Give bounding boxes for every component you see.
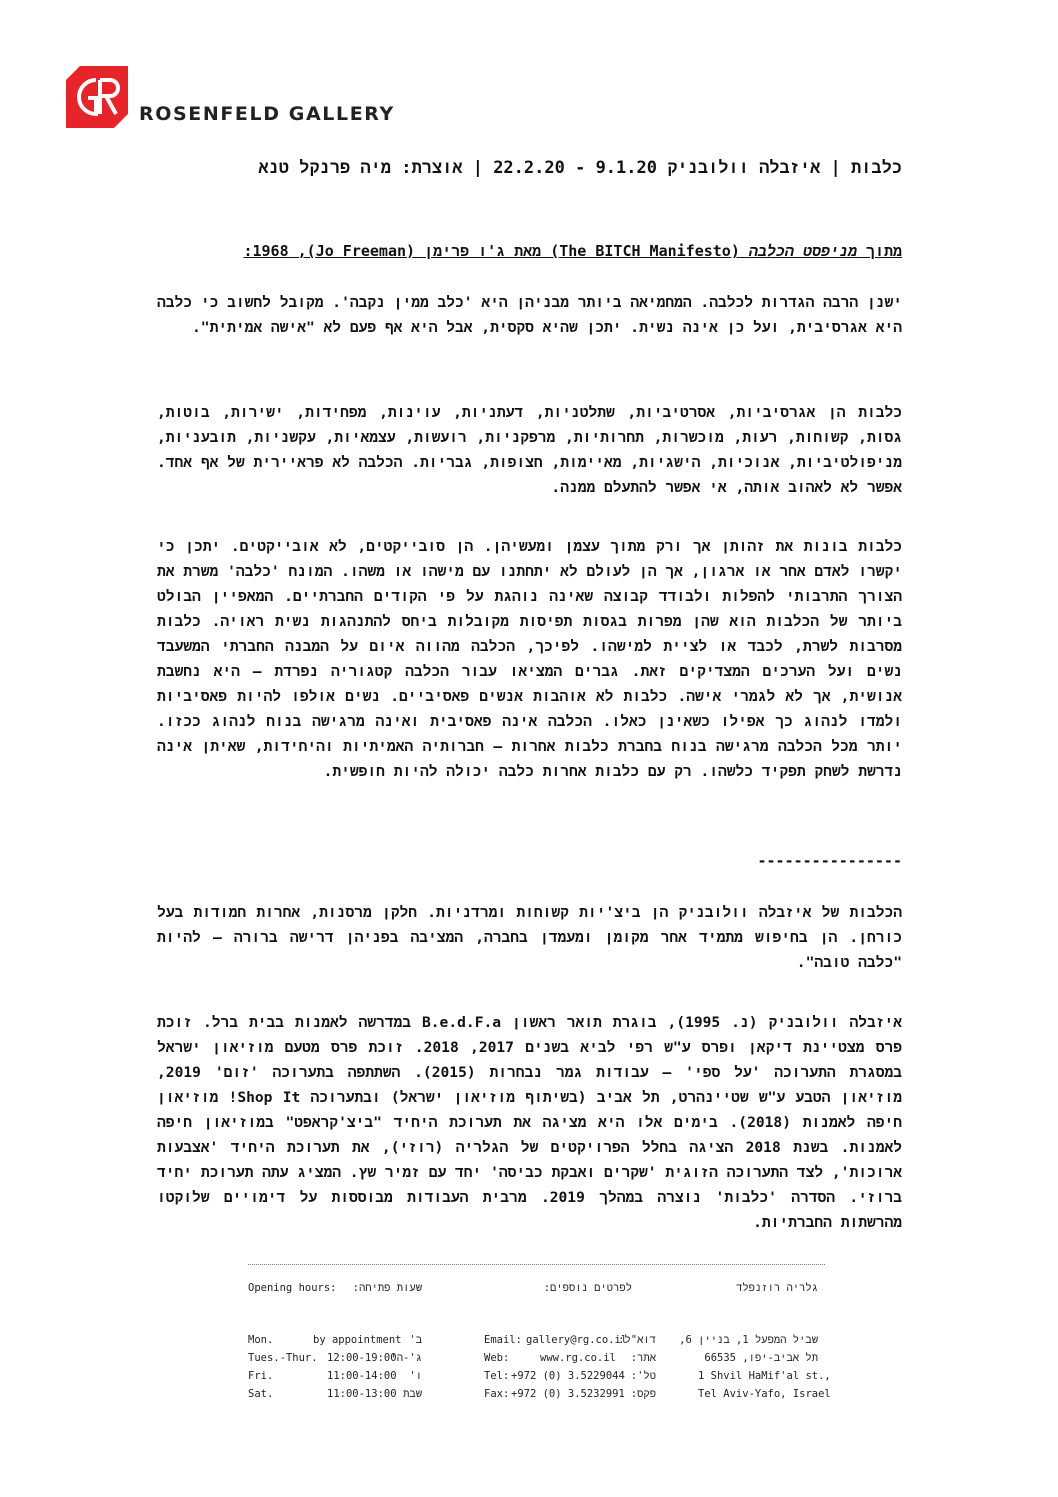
contact-label-he: פקס: — [630, 1388, 656, 1400]
hours-day-he: שבת — [403, 1388, 422, 1400]
contact-title: לפרטים נוספים: — [543, 1282, 632, 1294]
contact-email-link[interactable]: gallery@rg.co.il — [526, 1334, 628, 1346]
address-line-en-2: Tel Aviv-Yafo, Israel — [698, 1388, 831, 1400]
paragraph-artist-work: הכלבות של איזבלה וולובניק הן ביצ'יות קשוחות ומרדניות. חלקן מרסנות, אחרות חמודות בעל כורחן. הן בחיפוש מתמיד אחר מקומן ומעמדן בחברה, המציבה בפניהן דרישה ברורה – להיות "כלבה טובה". — [157, 904, 902, 971]
gallery-title-he: גלריה רוזנפלד — [736, 1282, 818, 1294]
address-line-he-2: תל אביב-יפו, 66535 — [704, 1352, 818, 1364]
hours-title-he: שעות פתיחה: — [352, 1282, 422, 1294]
gallery-logo — [66, 66, 395, 128]
hours-time: 11:00-13:00 — [327, 1388, 397, 1400]
contact-label-en: Tel: — [484, 1370, 510, 1382]
contact-phone: +972 (0) 3.5229044 — [511, 1370, 625, 1382]
contact-label-en: Email: — [484, 1334, 522, 1346]
hours-day-he: ו' — [409, 1370, 422, 1382]
contact-label-he: דוא"ל: — [618, 1334, 656, 1346]
hours-day-he: ג'-ה' — [390, 1352, 422, 1364]
footer-divider — [248, 1264, 825, 1265]
hours-day-en: Fri. — [248, 1370, 274, 1382]
paragraph-artist-bio: איזבלה וולובניק (נ. 1995), בוגרת תואר ראשון B.e.d.F.a במדרשה לאמנות בבית ברל. זוכת פרס מצטיינת דיקאן ופרס ע"ש רפי לביא בשנים 2017, 2018. זוכת פרס מטעם מוזיאון ישראל במסגרת התערוכה 'על ספי' – עבודות גמר נבחרות (2015). השתתפה בתערוכה 'זום' 2019, מוזיאון הטבע ע"ש שטיינהרט, תל אביב (בשיתוף מוזיאון ישראל) ובתערוכה Shop It! מוזיאון חיפה לאמנות (2018). בימים אלו היא מציגה את תערוכת היחיד "ביצ'קראפט" במוזיאון חיפה לאמנות. בשנת 2018 הציגה בחלל הפרויקטים של הגלריה (רוזי), את תערוכת היחיד 'אצבעות ארוכות', לצד התערוכה הזוגית 'שקרים ואבקת כביסה' יחד עם זמיר שץ. המציג עתה תערוכת יחיד ברוזי. הסדרה 'כלבות' נוצרה במהלך 2019. מרבית העבודות מבוססות על דימויים שלוקטו מהרשתות החברתיות. — [157, 1014, 903, 1231]
hours-day-en: Sat. — [248, 1388, 274, 1400]
contact-label-en: Web: — [484, 1352, 510, 1364]
contact-web-link[interactable]: www.rg.co.il — [540, 1352, 616, 1364]
paragraph-definitions: ישנן הרבה הגדרות לכלבה. המחמיאה ביותר מבניהן היא 'כלב ממין נקבה'. מקובל לחשוב כי כלבה היא אגרסיבית, ועל כן אינה נשית. יתכן שהיא סקסית, אבל היא אף פעם לא "אישה אמיתית". — [157, 294, 902, 336]
rg-logo-icon — [66, 66, 128, 128]
address-line-en-1: 1 Shvil HaMif'al st., — [698, 1370, 831, 1382]
hours-time: 12:00-19:00 — [327, 1352, 397, 1364]
contact-label-he: אתר: — [630, 1352, 656, 1364]
paragraph-identity: כלבות בונות את זהותן אך ורק מתוך עצמן ומעשיהן. הן סובייקטים, לא אובייקטים. יתכן כי יקשרו לאדם אחר או ארגון, אך הן לעולם לא יתחתנו עם מישהו או משהו. המונח 'כלבה' משרת את הצורך התרבותי להפלות ולבודד קבוצה שאינה נוהגת על פי הקודים החברתיים. המאפיין הבולט ביותר של הכלבות הוא שהן מפרות בגסות תפיסות מקובלות ביחס להתנהגות נשית ראויה. כלבות מסרבות לשרת, לכבד או לציית למישהו. לפיכך, הכלבה מהווה איום על המבנה החברתי המשעבד נשים ועל הערכים המצדיקים זאת. גברים המציאו עבור הכלבה קטגוריה נפרדת – היא נחשבת אנושית, אך לא לגמרי אישה. כלבות לא אוהבות אנשים פאסיביים. נשים אולפו להיות פאסיביות ולמדו לנהוג כך אפילו כשאינן כאלו. הכלבה אינה פאסיבית ואינה מרגישה בנוח לנהוג ככזו. יותר מכל הכלבה מרגישה בנוח בחברת כלבות אחרות – חברותיה האמיתיות והיחידות, שאיתן אינה נדרשת לשחק תפקיד כלשהו. רק עם כלבות אחרות כלבה יכולה להיות חופשית. — [156, 538, 902, 780]
manifesto-source — [142, 242, 902, 261]
hours-day-he: ב' — [409, 1334, 422, 1346]
address-line-he-1: שביל המפעל 1, בניין 6, — [679, 1334, 818, 1346]
contact-fax: +972 (0) 3.5232991 — [511, 1388, 625, 1400]
hours-day-en: Mon. — [248, 1334, 274, 1346]
exhibition-heading: כלבות | איזבלה וולובניק 9.1.20 - 22.2.20 | אוצרת: מיה פרנקל טנא — [258, 158, 902, 178]
subtitle-prefix: מתוך — [865, 242, 902, 260]
paragraph-traits: כלבות הן אגרסיביות, אסרטיביות, שתלטניות, דעתניות, עוינות, מפחידות, ישירות, בוטות, גסות, קשוחות, רעות, מוכשרות, תחרותיות, מרפקניות, רועשות, עצמאיות, עקשניות, תובעניות, מניפולטיביות, אנוכיות, הישגיות, מאיימות, חצופות, גבריות. הכלבה לא פראיירית של אף אחד. אפשר לא לאהוב אותה, אי אפשר להתעלם ממנה. — [157, 404, 902, 496]
contact-label-en: Fax: — [484, 1388, 510, 1400]
hours-day-en: Tues.-Thur. — [248, 1352, 318, 1364]
hours-title-en: Opening hours: — [248, 1282, 337, 1294]
section-separator: ---------------- — [757, 852, 902, 870]
subtitle-title: מניפסט הכלבה — [748, 242, 857, 260]
subtitle-suffix: (The BITCH Manifesto) מאת ג'ו פרימן (Jo Freeman), 1968: — [243, 242, 740, 260]
hours-time: by appointment — [313, 1334, 402, 1346]
hours-time: 11:00-14:00 — [327, 1370, 397, 1382]
gallery-name: ROSENFELD GALLERY — [139, 103, 395, 125]
contact-label-he: טל': — [630, 1370, 656, 1382]
